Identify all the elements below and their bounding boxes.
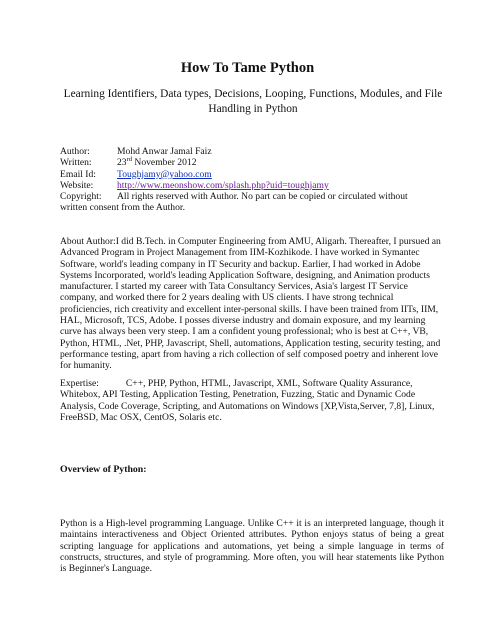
website-row [60,180,460,191]
document-title: How To Tame Python [180,60,315,76]
written-suffix: rd [126,156,133,164]
author-value: Mohd Anwar Jamal Faiz [117,146,212,157]
website-link[interactable]: http://www.meonshow.com/splash.php?uid=toughjamy [117,179,329,191]
email-link[interactable]: Toughjamy@yahoo.com [117,168,212,180]
copyright-continuation: written consent from the Author. [60,202,185,214]
expertise-label: Expertise: [60,378,99,389]
copyright-label: Copyright: [60,191,102,203]
metadata-block [60,146,460,214]
written-rest: November 2012 [132,157,197,169]
about-author-paragraph: About Author:I did B.Tech. in Computer Engineering from AMU, Aligarh. Thereafter, I pursued an Advanced Program in Project Management from IIM-Kozhikode. I have worked in Symantec Software, world's leading company in IT Security and backup. Earlier, I had worked in Adobe Systems Incorporated, world's leading Application Software, designing, and Animation products manufacturer. I started my career with Tata Consultancy Services, Asia's largest IT Service company, and worked there for 2 years dealing with US clients. I have strong technical proficiencies, rich creativity and excellent inter-personal skills. I have been trained from IITs, IIM, HAL, Microsoft, TCS, Adobe. I posses diverse industry and domain exposure, and my learning curve has always been very steep. I am a confident young professional; who is best at C++, VB, Python, HTML, .Net, PHP, Javascript, Shell, automations, Application testing, security testing, and performance testing, apart from having a rich collection of self composed poetry and inherent love for humanity. [60,236,441,372]
author-label: Author: [60,146,90,157]
copyright-row [60,191,460,202]
written-day: 23 [117,157,127,169]
email-label: Email Id: [60,168,96,180]
overview-heading: Overview of Python: [60,464,147,475]
written-label: Written: [60,157,92,169]
document-subtitle: Learning Identifiers, Data types, Decisions, Looping, Functions, Modules, and File Handling in Python [63,88,443,115]
expertise-paragraph [60,378,444,423]
copyright-value: All rights reserved with Author. No part can be copied or circulated without [117,191,408,203]
author-row [60,146,460,157]
overview-paragraph: Python is a High-level programming Language. Unlike C++ it is an interpreted language, though it maintains interactiveness and Object Oriented attributes. Python enjoys status of being a great scripting language for applications and automations, yet being a simple language in terms of constructs, structures, and style of programming. More often, you will hear statements like Python is Beginner's Language. [60,518,444,575]
expertise-text: C++, PHP, Python, HTML, Javascript, XML, Software Quality Assurance, Whitebox, API Testing, Application Testing, Penetration, Fuzzing, Static and Dynamic Code Analysis, Code Coverage, Scripting, and Automations on Windows [XP,Vista,Server, 7,8], Linux, FreeBSD, Mac OSX, CentOS, Solaris etc. [60,378,435,423]
email-row [60,169,460,180]
written-row [60,157,460,168]
written-value [117,157,460,168]
website-label: Website: [60,179,94,191]
